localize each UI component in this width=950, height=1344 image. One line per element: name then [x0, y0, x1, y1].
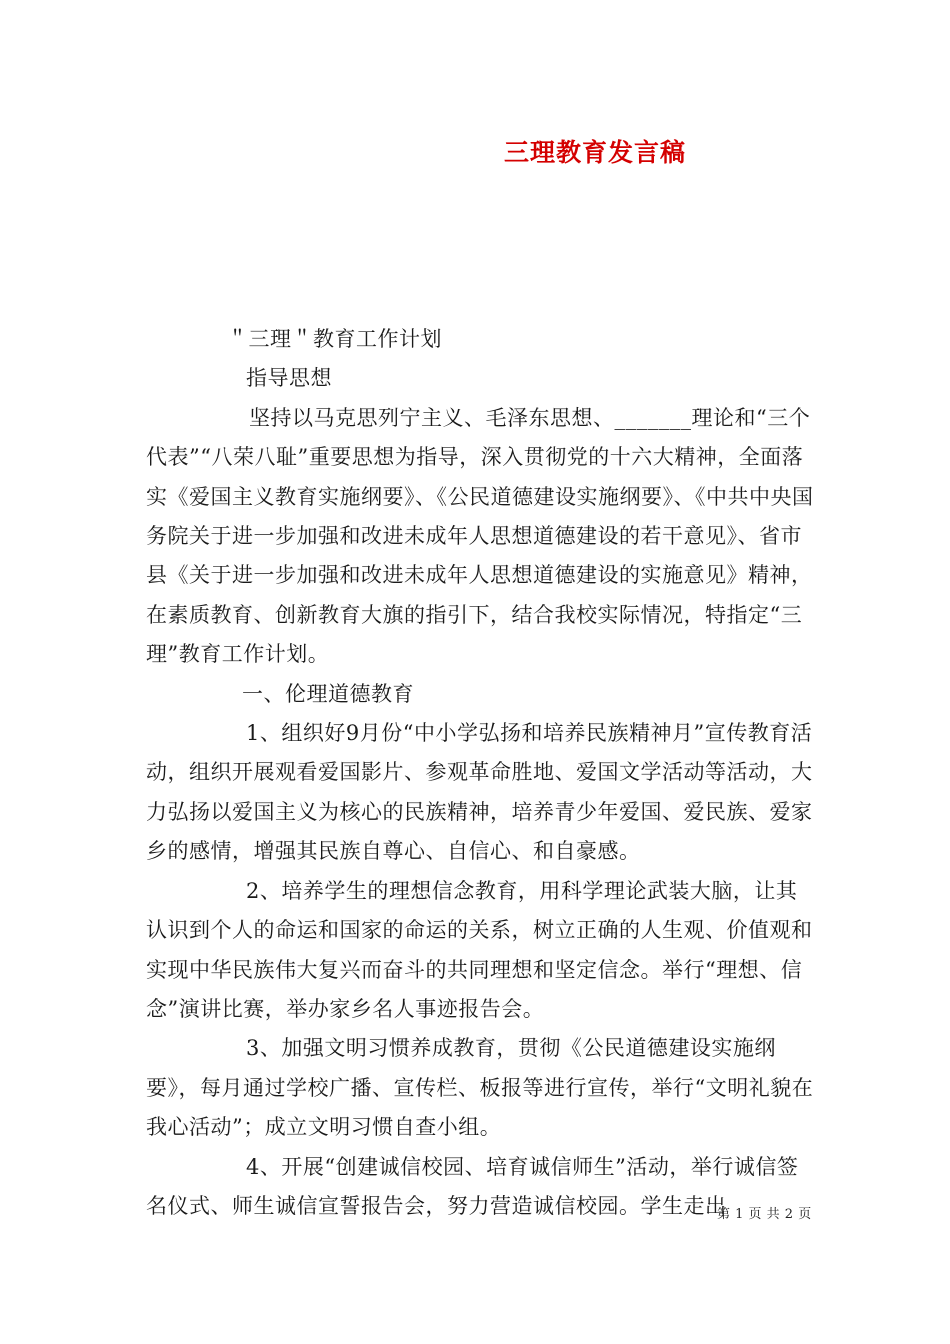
document-body [146, 320, 818, 1226]
item-1-paragraph: 1、组织好9月份“中小学弘扬和培养民族精神月”宣传教育活动，组织开展观看爱国影片、参观革命胜地、爱国文学活动等活动，大力弘扬以爱国主义为核心的民族精神，培养青少年爱国、爱民族、爱家乡的感情，增强其民族自尊心、自信心、和自豪感。 [146, 721, 813, 864]
guiding-paragraph: 坚持以马克思列宁主义、毛泽东思想、_______理论和“三个代表”“八荣八耻”重要思想为指导，深入贯彻党的十六大精神，全面落实《爱国主义教育实施纲要》、《公民道德建设实施纲要》、《中共中央国务院关于进一步加强和改进未成年人思想道德建设的若干意见》、省市县《关于进一步加强和改进未成年人思想道德建设的实施意见》精神，在素质教育、创新教育大旗的指引下，结合我校实际情况，特指定“三理”教育工作计划。 [146, 405, 814, 667]
item-2-paragraph: 2、培养学生的理想信念教育，用科学理论武装大脑，让其认识到个人的命运和国家的命运的关系，树立正确的人生观、价值观和实现中华民族伟大复兴而奋斗的共同理想和坚定信念。举行“理想、信念”演讲比赛，举办家乡名人事迹报告会。 [146, 878, 813, 1021]
item-4-paragraph: 4、开展“创建诚信校园、培育诚信师生”活动，举行诚信签名仪式、师生诚信宣誓报告会，努力营造诚信校园。学生走出 [146, 1154, 799, 1218]
section-one-heading: 一、伦理道德教育 [242, 681, 414, 706]
item-3-paragraph: 3、加强文明习惯养成教育，贯彻《公民道德建设实施纲要》，每月通过学校广播、宣传栏、板报等进行宣传，举行“文明礼貌在我心活动”；成立文明习惯自查小组。 [146, 1036, 814, 1140]
document-title: 三理教育发言稿 [503, 138, 686, 167]
plan-heading: ＂三理＂教育工作计划 [227, 327, 442, 351]
page-footer: 第 1 页 共 2 页 [717, 1207, 812, 1222]
guiding-heading: 指导思想 [246, 366, 332, 391]
